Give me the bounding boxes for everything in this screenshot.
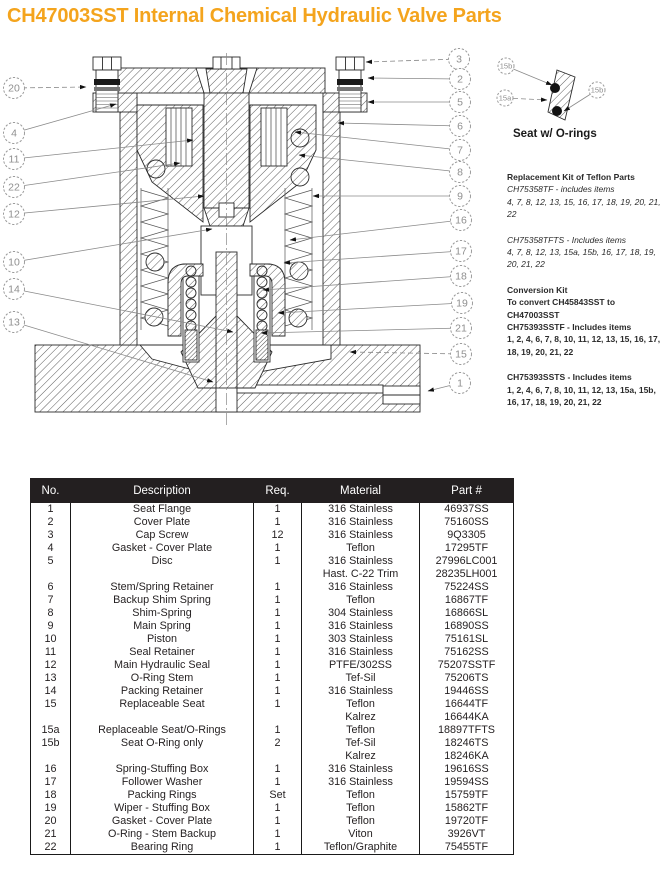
table-cell: 8	[31, 607, 71, 620]
table-cell: Teflon	[302, 802, 420, 815]
conversion-kit-text: CH47003SST	[507, 309, 560, 320]
callout-number: 21	[455, 322, 467, 335]
table-row	[31, 698, 514, 711]
table-row	[31, 620, 514, 633]
table-cell: 16890SS	[420, 620, 514, 633]
table-cell: 16644KA	[420, 711, 514, 724]
table-row	[31, 555, 514, 568]
table-cell	[71, 711, 254, 724]
header-material: Material	[302, 479, 420, 503]
callout-number: 8	[457, 166, 463, 179]
kit-items-list: 1, 2, 4, 6, 7, 8, 10, 11, 12, 13, 15a, 15b, 16, 17, 18, 19, 20, 21, 22	[507, 384, 656, 408]
table-cell: Backup Shim Spring	[71, 594, 254, 607]
table-cell: 1	[254, 763, 302, 776]
table-cell: 316 Stainless	[302, 685, 420, 698]
table-cell: Hast. C-22 Trim	[302, 568, 420, 581]
table-cell: Seat Flange	[71, 503, 254, 517]
table-cell: 19720TF	[420, 815, 514, 828]
table-cell: Main Hydraulic Seal	[71, 659, 254, 672]
kit-items-list: 4, 7, 8, 12, 13, 15a, 15b, 16, 17, 18, 19, 20, 21, 22	[507, 247, 656, 270]
table-cell: Teflon	[302, 594, 420, 607]
table-row	[31, 594, 514, 607]
cap-screw-right	[336, 57, 364, 112]
callout-leader-line	[338, 123, 460, 126]
table-cell	[254, 568, 302, 581]
table-cell: 1	[254, 659, 302, 672]
table-cell: Bearing Ring	[71, 841, 254, 855]
callout-leader-line	[263, 276, 461, 290]
table-cell: 316 Stainless	[302, 503, 420, 517]
table-cell: 19616SS	[420, 763, 514, 776]
table-cell: 1	[254, 542, 302, 555]
table-cell: 2	[31, 516, 71, 529]
conversion-kit-heading: Conversion Kit	[507, 284, 568, 295]
table-cell: 15759TF	[420, 789, 514, 802]
parts-table	[30, 478, 514, 855]
table-cell: 1	[254, 802, 302, 815]
kit-part-number: CH75393SSTS - Includes items	[507, 372, 632, 383]
table-cell: Gasket - Cover Plate	[71, 815, 254, 828]
callout-leader-line	[284, 251, 461, 263]
table-cell: 16644TF	[420, 698, 514, 711]
table-cell: 16866SL	[420, 607, 514, 620]
table-row	[31, 503, 514, 517]
table-row	[31, 529, 514, 542]
table-cell: 20	[31, 815, 71, 828]
table-cell: 1	[254, 841, 302, 855]
table-cell: 75161SL	[420, 633, 514, 646]
table-cell: 22	[31, 841, 71, 855]
table-cell: 316 Stainless	[302, 529, 420, 542]
table-cell: 75162SS	[420, 646, 514, 659]
callout-number: 15	[455, 348, 467, 361]
table-cell: 1	[254, 607, 302, 620]
table-row	[31, 568, 514, 581]
table-cell: 1	[254, 620, 302, 633]
table-cell: 9	[31, 620, 71, 633]
table-cell: 18	[31, 789, 71, 802]
table-cell: 16867TF	[420, 594, 514, 607]
table-cell: 1	[254, 581, 302, 594]
valve-body	[35, 53, 575, 428]
table-cell: 1	[254, 594, 302, 607]
table-cell: 11	[31, 646, 71, 659]
callout-number: 4	[11, 127, 17, 140]
callout-number: 15b	[590, 85, 604, 95]
callout-number: 22	[8, 181, 20, 194]
table-cell: 1	[254, 776, 302, 789]
table-cell: Teflon	[302, 789, 420, 802]
table-cell: Teflon	[302, 815, 420, 828]
table-cell: 15b	[31, 737, 71, 750]
stuffing-box-wall-right	[323, 97, 340, 345]
table-cell: Main Spring	[71, 620, 254, 633]
table-cell: 19446SS	[420, 685, 514, 698]
table-row	[31, 607, 514, 620]
table-cell: O-Ring Stem	[71, 672, 254, 685]
callout-number: 18	[455, 270, 467, 283]
callout-number: 15b	[499, 61, 513, 71]
callout-number: 1	[457, 377, 463, 390]
table-row	[31, 802, 514, 815]
table-cell: Replaceable Seat	[71, 698, 254, 711]
table-cell: 75160SS	[420, 516, 514, 529]
table-cell: Packing Retainer	[71, 685, 254, 698]
callout-leader-line	[261, 328, 461, 333]
table-row	[31, 581, 514, 594]
table-cell: 1	[254, 503, 302, 517]
table-cell: Gasket - Cover Plate	[71, 542, 254, 555]
callout-number: 15a	[498, 93, 512, 103]
table-cell: 316 Stainless	[302, 646, 420, 659]
table-row	[31, 633, 514, 646]
table-cell	[71, 568, 254, 581]
table-row	[31, 646, 514, 659]
table-cell: 1	[254, 698, 302, 711]
callout-number: 17	[455, 245, 467, 258]
table-cell: Tef-Sil	[302, 737, 420, 750]
table-cell: 13	[31, 672, 71, 685]
table-cell: 10	[31, 633, 71, 646]
table-cell: 27996LC001	[420, 555, 514, 568]
table-cell: 17295TF	[420, 542, 514, 555]
callout-number: 12	[8, 208, 20, 221]
table-cell: 75224SS	[420, 581, 514, 594]
table-row	[31, 724, 514, 737]
table-cell: 75207SSTF	[420, 659, 514, 672]
table-cell: 17	[31, 776, 71, 789]
table-cell: Seal Retainer	[71, 646, 254, 659]
table-cell: 21	[31, 828, 71, 841]
table-cell: 12	[254, 529, 302, 542]
kit-info	[507, 171, 664, 409]
cover-plate	[117, 57, 325, 93]
table-cell: 316 Stainless	[302, 581, 420, 594]
kit-part-number: CH75393SSTF - Includes items	[507, 322, 632, 333]
table-cell: 6	[31, 581, 71, 594]
callout-number: 7	[457, 144, 463, 157]
table-cell: 1	[254, 646, 302, 659]
table-row	[31, 737, 514, 750]
table-cell: Seat O-Ring only	[71, 737, 254, 750]
table-cell	[254, 750, 302, 763]
table-cell: Cover Plate	[71, 516, 254, 529]
table-cell	[31, 711, 71, 724]
table-cell: 1	[254, 516, 302, 529]
table-cell: 4	[31, 542, 71, 555]
callout-number: 16	[455, 214, 467, 227]
callout-leader-line	[366, 59, 459, 62]
table-cell: 2	[254, 737, 302, 750]
callout-number: 14	[8, 283, 20, 296]
table-cell	[31, 750, 71, 763]
table-cell: Teflon	[302, 542, 420, 555]
callout-number: 3	[456, 53, 462, 66]
table-cell: 46937SS	[420, 503, 514, 517]
table-cell: Kalrez	[302, 750, 420, 763]
table-cell	[31, 568, 71, 581]
table-cell: Disc	[71, 555, 254, 568]
table-cell: Stem/Spring Retainer	[71, 581, 254, 594]
table-cell: Teflon/Graphite	[302, 841, 420, 855]
table-cell: 7	[31, 594, 71, 607]
inset-o-ring-bottom	[552, 106, 562, 116]
kit-items-list: 4, 7, 8, 12, 13, 15, 16, 17, 18, 19, 20, 21, 22	[507, 196, 661, 220]
table-cell: 15862TF	[420, 802, 514, 815]
table-cell: 303 Stainless	[302, 633, 420, 646]
callout-number: 2	[457, 73, 463, 86]
table-row	[31, 841, 514, 855]
table-cell: 1	[31, 503, 71, 517]
teflon-kit-heading: Replacement Kit of Teflon Parts	[507, 172, 635, 182]
table-cell: 75206TS	[420, 672, 514, 685]
table-cell: 18246KA	[420, 750, 514, 763]
kit-part-number: CH75358TF - includes items	[507, 184, 615, 195]
callout-number: 10	[8, 256, 20, 269]
table-cell	[254, 711, 302, 724]
table-cell: 5	[31, 555, 71, 568]
table-cell: 3	[31, 529, 71, 542]
callout-leader-line	[14, 196, 204, 214]
parts-table-header	[31, 479, 514, 503]
header-part-number: Part #	[420, 479, 514, 503]
table-cell: 15	[31, 698, 71, 711]
callout-leader-line	[14, 229, 212, 262]
table-cell: 19594SS	[420, 776, 514, 789]
table-cell: PTFE/302SS	[302, 659, 420, 672]
table-cell: 18897TFTS	[420, 724, 514, 737]
callout-leader-line	[290, 220, 461, 240]
table-cell: Shim-Spring	[71, 607, 254, 620]
table-cell: 18246TS	[420, 737, 514, 750]
table-row	[31, 711, 514, 724]
table-row	[31, 776, 514, 789]
kit-part-number: CH75358TFTS - Includes items	[507, 234, 627, 245]
callout-leader-line	[368, 78, 460, 79]
stuffing-box-wall-left	[120, 97, 137, 345]
table-cell: 16	[31, 763, 71, 776]
table-cell: 75455TF	[420, 841, 514, 855]
table-row	[31, 685, 514, 698]
table-cell: 1	[254, 555, 302, 568]
table-cell: 28235LH001	[420, 568, 514, 581]
table-cell: Tef-Sil	[302, 672, 420, 685]
table-row	[31, 750, 514, 763]
table-cell: Wiper - Stuffing Box	[71, 802, 254, 815]
kit-items-list: 1, 2, 4, 6, 7, 8, 10, 11, 12, 13, 15, 16, 17, 18, 19, 20, 21, 22	[507, 334, 661, 357]
callout-number: 6	[457, 120, 463, 133]
table-cell: Viton	[302, 828, 420, 841]
table-cell: 14	[31, 685, 71, 698]
header-description: Description	[71, 479, 254, 503]
table-cell: Follower Washer	[71, 776, 254, 789]
table-row	[31, 815, 514, 828]
table-row	[31, 789, 514, 802]
callout-number: 9	[457, 190, 463, 203]
table-cell: 1	[254, 724, 302, 737]
table-cell: 316 Stainless	[302, 620, 420, 633]
table-cell: 1	[254, 685, 302, 698]
table-row	[31, 828, 514, 841]
callout-leader-line	[278, 303, 462, 313]
header-req: Req.	[254, 479, 302, 503]
table-cell: Set	[254, 789, 302, 802]
table-row	[31, 672, 514, 685]
table-cell: 1	[254, 633, 302, 646]
table-cell: Spring-Stuffing Box	[71, 763, 254, 776]
table-cell: 1	[254, 672, 302, 685]
callout-number: 19	[456, 297, 468, 310]
table-cell: 3926VT	[420, 828, 514, 841]
callout-leader-line	[295, 132, 460, 150]
table-cell: 15a	[31, 724, 71, 737]
header-no: No.	[31, 479, 71, 503]
table-row	[31, 659, 514, 672]
conversion-kit-text: To convert CH45843SST to	[507, 297, 616, 308]
table-cell: 316 Stainless	[302, 555, 420, 568]
table-cell: Cap Screw	[71, 529, 254, 542]
table-cell: 304 Stainless	[302, 607, 420, 620]
table-cell: Teflon	[302, 724, 420, 737]
callout-number: 5	[457, 96, 463, 109]
table-cell: 316 Stainless	[302, 516, 420, 529]
table-row	[31, 542, 514, 555]
callout-number: 20	[8, 82, 20, 95]
callout-leader-line	[14, 104, 116, 133]
table-cell: Replaceable Seat/O-Rings	[71, 724, 254, 737]
callout-number: 11	[8, 153, 20, 166]
table-row	[31, 516, 514, 529]
seat-inset-graphic	[548, 70, 575, 120]
callout-number: 13	[8, 316, 20, 329]
table-cell: 12	[31, 659, 71, 672]
table-cell: Kalrez	[302, 711, 420, 724]
table-cell: 19	[31, 802, 71, 815]
table-cell	[71, 750, 254, 763]
table-row	[31, 763, 514, 776]
table-cell: Teflon	[302, 698, 420, 711]
table-cell: O-Ring - Stem Backup	[71, 828, 254, 841]
table-cell: 1	[254, 828, 302, 841]
table-cell: Piston	[71, 633, 254, 646]
seat-inset-label: Seat w/ O-rings	[513, 128, 597, 140]
table-cell: Packing Rings	[71, 789, 254, 802]
table-cell: 9Q3305	[420, 529, 514, 542]
cap-screw-left	[93, 57, 121, 112]
table-cell: 316 Stainless	[302, 763, 420, 776]
table-cell: 316 Stainless	[302, 776, 420, 789]
page-title: CH47003SST Internal Chemical Hydraulic Valve Parts	[7, 5, 502, 27]
parts-table-body	[31, 503, 514, 855]
table-cell: 1	[254, 815, 302, 828]
